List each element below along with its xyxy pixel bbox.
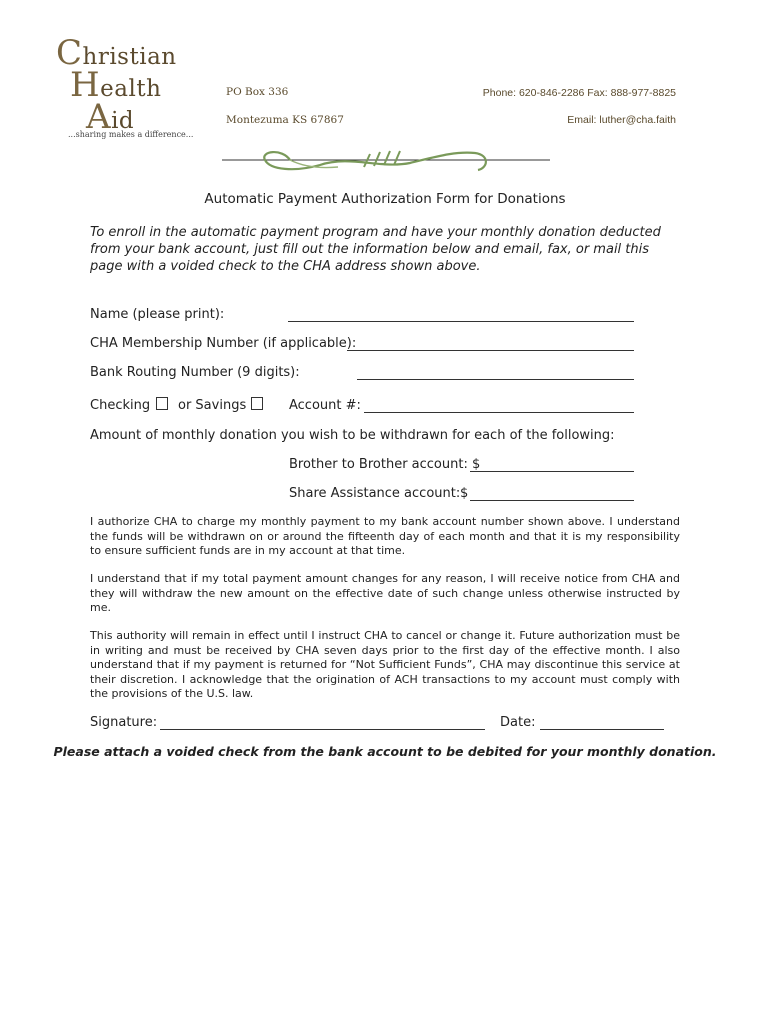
savings-checkbox[interactable] — [251, 397, 263, 410]
checking-label: Checking — [90, 398, 151, 413]
routing-label: Bank Routing Number (9 digits): — [90, 365, 300, 380]
authority-paragraph: This authority will remain in effect until I instruct CHA to cancel or change it. Future authorization must be in writing and must be received by CHA seven days prior to the first day of the effective month. I also understand that if my payment is returned for “Not Sufficient Funds”, CHA may discontinue this service at their discretion. I acknowledge that the origination of ACH transactions to my account must comply with the provisions of the U.S. law. — [90, 629, 680, 700]
closing-instruction: Please attach a voided check from the bank account to be debited for your monthly donation. — [53, 744, 717, 759]
date-field[interactable] — [540, 729, 664, 730]
phone-fax: Phone: 620-846-2286 Fax: 888-977-8825 — [482, 87, 676, 99]
logo-line-aid: Aid — [86, 97, 135, 137]
signature-label: Signature: — [90, 715, 158, 730]
membership-field[interactable] — [347, 350, 634, 351]
amount-prompt: Amount of monthly donation you wish to be withdrawn for each of the following: — [90, 428, 615, 443]
savings-label: or Savings — [178, 398, 247, 413]
date-label: Date: — [500, 715, 536, 730]
city-address: Montezuma KS 67867 — [226, 114, 344, 126]
form-title: Automatic Payment Authorization Form for Donations — [204, 191, 566, 207]
share-label: Share Assistance account: — [289, 486, 461, 501]
payment-change-paragraph: I understand that if my total payment amount changes for any reason, I will receive notice from CHA and they will withdraw the new amount on the effective date of such change unless otherwise instructed by me. — [90, 572, 680, 614]
brother-label: Brother to Brother account: $ — [289, 457, 481, 472]
signature-field[interactable] — [160, 729, 485, 730]
name-field[interactable] — [288, 321, 634, 322]
email: Email: luther@cha.faith — [567, 114, 676, 126]
name-label: Name (please print): — [90, 307, 225, 322]
logo-line-christian: Christian — [56, 33, 177, 73]
logo-line-health: Health — [70, 65, 162, 105]
authorization-paragraph: I authorize CHA to charge my monthly payment to my bank account number shown above. I understand the funds will be withdrawn on or around the fifteenth day of each month and that it is my responsibility to ensure sufficient funds are in my account at that time. — [90, 515, 680, 557]
intro-text: To enroll in the automatic payment program and have your monthly donation deducted from your bank account, just fill out the information below and email, fax, or mail this page with a voided check to the CHA address shown above. — [90, 225, 661, 274]
decorative-divider — [220, 143, 552, 177]
checking-checkbox[interactable] — [156, 397, 168, 410]
membership-label: CHA Membership Number (if applicable): — [90, 336, 357, 351]
account-field[interactable] — [364, 412, 634, 413]
brother-amount-field[interactable] — [470, 471, 634, 472]
po-box: PO Box 336 — [226, 86, 289, 98]
share-dollar-sign: $ — [460, 486, 469, 501]
share-amount-field[interactable] — [470, 500, 634, 501]
account-label: Account #: — [289, 398, 361, 413]
routing-field[interactable] — [357, 379, 634, 380]
logo-tagline: ...sharing makes a difference... — [68, 130, 194, 139]
